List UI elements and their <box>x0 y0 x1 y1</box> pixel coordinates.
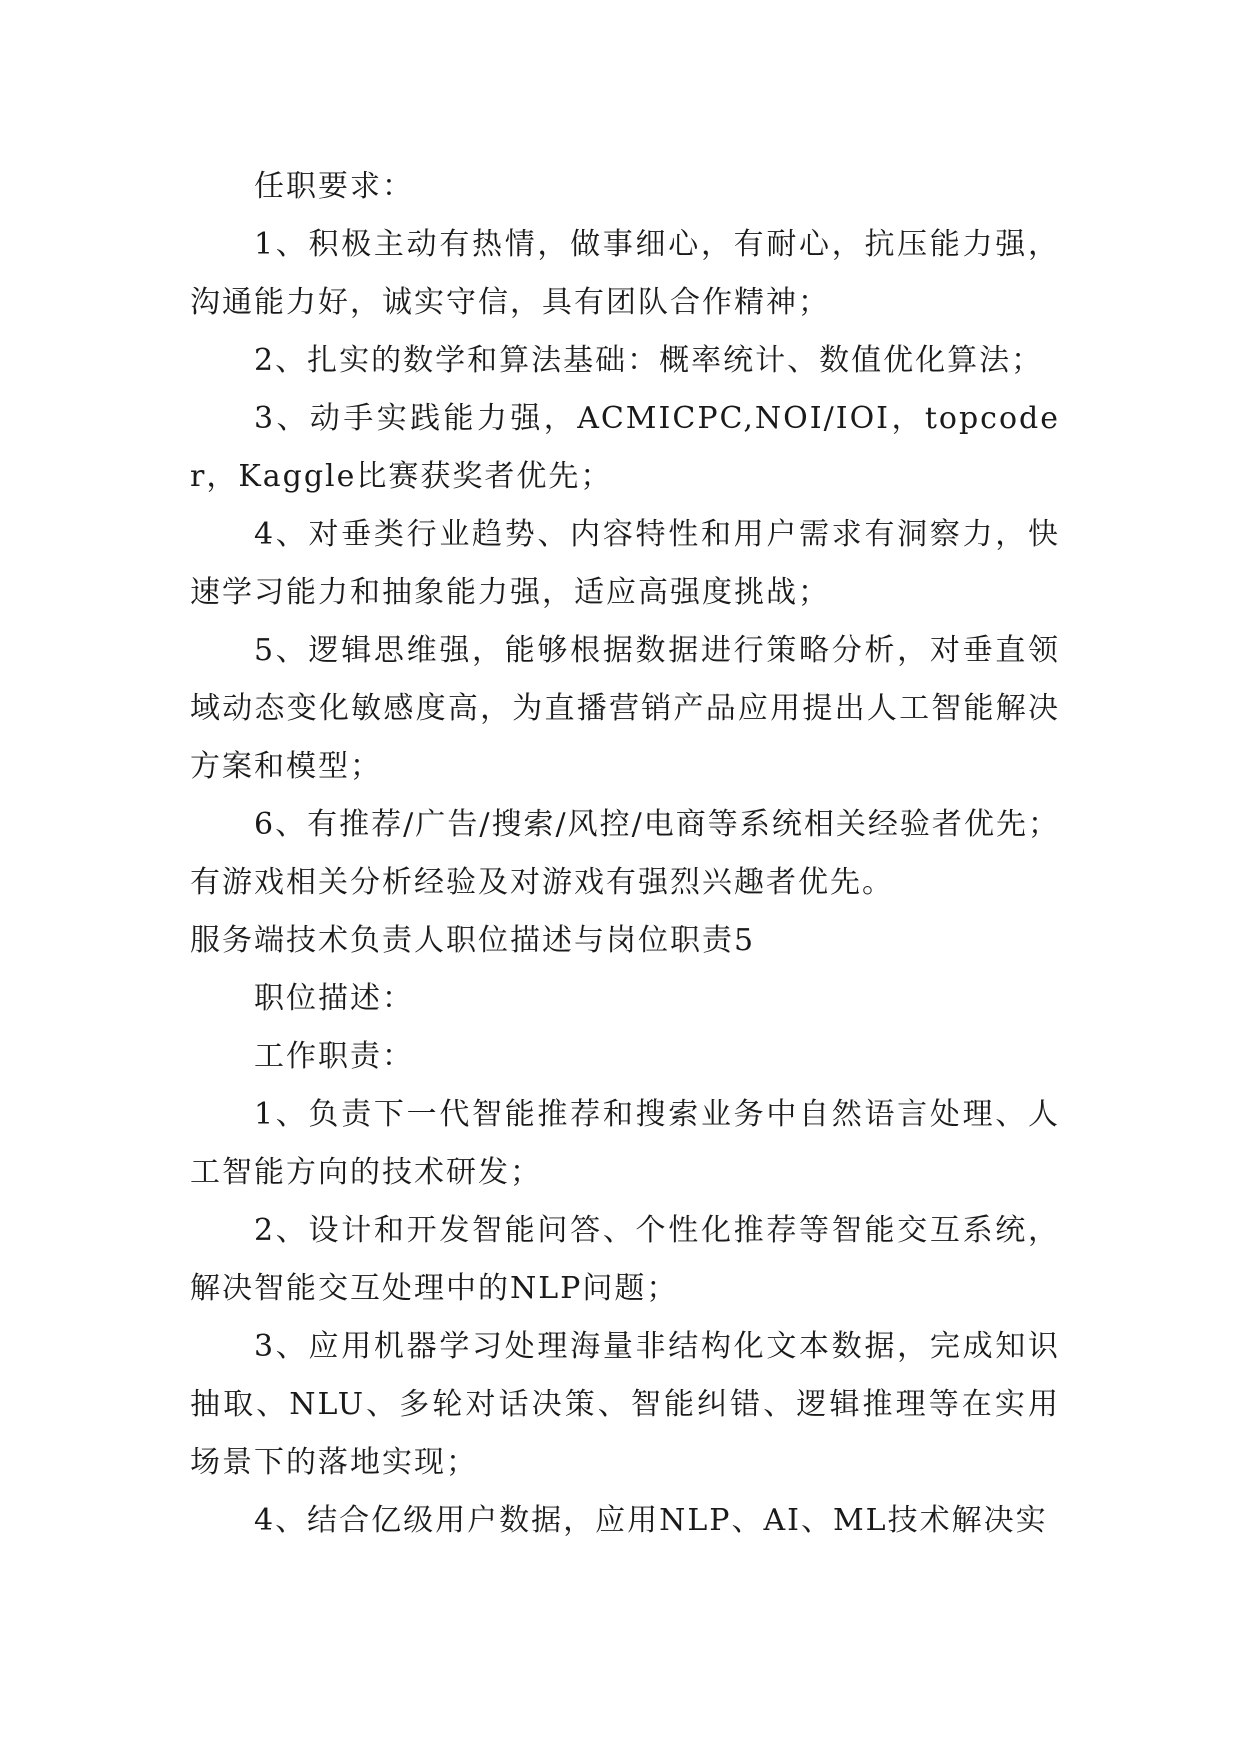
paragraph-requirement-1: 1、积极主动有热情，做事细心，有耐心，抗压能力强，沟通能力好，诚实守信，具有团队合作精神； <box>190 227 1060 320</box>
section-title: 服务端技术负责人职位描述与岗位职责5 <box>190 923 756 958</box>
paragraph-duties-heading: 工作职责： <box>254 1039 414 1074</box>
paragraph-requirement-5: 5、逻辑思维强，能够根据数据进行策略分析，对垂直领域动态变化敏感度高，为直播营销产品应用提出人工智能解决方案和模型； <box>190 633 1060 784</box>
paragraph-requirement-4: 4、对垂类行业趋势、内容特性和用户需求有洞察力，快速学习能力和抽象能力强，适应高强度挑战； <box>190 517 1060 610</box>
paragraph-duty-4: 4、结合亿级用户数据，应用NLP、AI、ML技术解决实 <box>254 1503 1048 1538</box>
paragraph-job-description-heading: 职位描述： <box>254 981 414 1016</box>
paragraph-requirement-2: 2、扎实的数学和算法基础：概率统计、数值优化算法； <box>254 343 1044 378</box>
paragraph-requirement-6: 6、有推荐/广告/搜索/风控/电商等系统相关经验者优先；有游戏相关分析经验及对游戏有强烈兴趣者优先。 <box>190 807 1060 900</box>
paragraph-requirement-3: 3、动手实践能力强，ACMICPC,NOI/IOI，topcoder，Kaggle比赛获奖者优先； <box>190 401 1060 494</box>
paragraph-duty-1: 1、负责下一代智能推荐和搜索业务中自然语言处理、人工智能方向的技术研发； <box>190 1097 1060 1190</box>
paragraph-requirements-heading: 任职要求： <box>254 169 414 204</box>
paragraph-duty-2: 2、设计和开发智能问答、个性化推荐等智能交互系统，解决智能交互处理中的NLP问题； <box>190 1213 1060 1306</box>
document-body <box>190 158 1060 1550</box>
paragraph-duty-3: 3、应用机器学习处理海量非结构化文本数据，完成知识抽取、NLU、多轮对话决策、智能纠错、逻辑推理等在实用场景下的落地实现； <box>190 1329 1060 1480</box>
